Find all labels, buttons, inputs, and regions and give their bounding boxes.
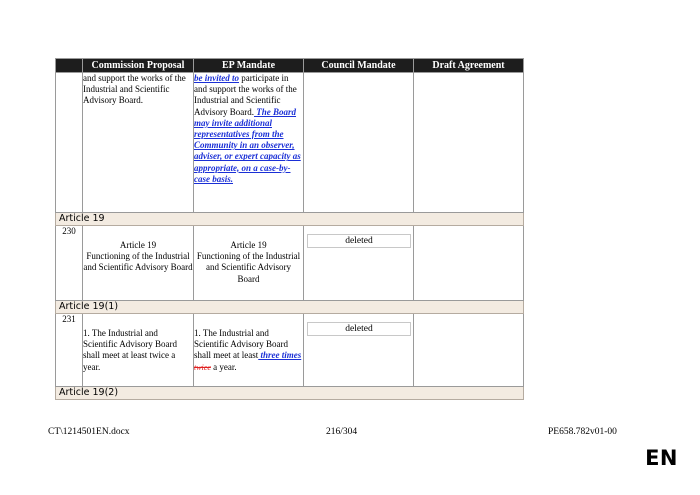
article-title: Functioning of the Industrial and Scientific Advisory Board bbox=[196, 251, 301, 284]
row-number: 231 bbox=[56, 314, 83, 387]
ep-cell bbox=[194, 226, 304, 301]
draft-agreement-cell bbox=[414, 314, 524, 387]
article-number: Article 19 bbox=[119, 240, 157, 250]
commission-cell: 1. The Industrial and Scientific Advisory Board shall meet at least twice a year. bbox=[83, 314, 194, 387]
ep-deletion: twice bbox=[194, 362, 211, 372]
footer-page-number: 216/304 bbox=[326, 427, 358, 437]
row-number: 230 bbox=[56, 226, 83, 301]
section-title: Article 19(1) bbox=[56, 301, 524, 314]
deleted-label: deleted bbox=[307, 234, 411, 248]
footer-reference: PE658.782v01-00 bbox=[548, 427, 617, 437]
comparison-table bbox=[55, 58, 524, 400]
row-number-cell bbox=[56, 73, 83, 213]
language-label: EN bbox=[645, 446, 678, 470]
ep-insertion: be invited to bbox=[194, 73, 239, 83]
draft-agreement-cell bbox=[414, 73, 524, 213]
header-draft-agreement: Draft Agreement bbox=[414, 59, 524, 73]
header-ep-mandate: EP Mandate bbox=[194, 59, 304, 73]
commission-cell: and support the works of the Industrial and Scientific Advisory Board. bbox=[83, 73, 194, 213]
ep-insertion: The Board may invite additional representatives from the Community in an observer, adviser, or expert capacity as appropriate, on a case-by-case basis. bbox=[194, 106, 301, 184]
table-row-231 bbox=[56, 314, 524, 387]
header-commission-proposal: Commission Proposal bbox=[83, 59, 194, 73]
draft-agreement-cell bbox=[414, 226, 524, 301]
table-row-continued bbox=[56, 73, 524, 213]
section-row bbox=[56, 301, 524, 314]
ep-insertion: three times bbox=[258, 350, 302, 361]
header-row bbox=[56, 59, 524, 73]
section-title: Article 19 bbox=[56, 213, 524, 226]
ep-text: 1. The Industrial and Scientific Advisory Board shall meet at least bbox=[194, 328, 288, 361]
article-title: Functioning of the Industrial and Scientific Advisory Board bbox=[83, 251, 193, 273]
deleted-label: deleted bbox=[307, 322, 411, 336]
council-cell bbox=[304, 314, 414, 387]
header-blank bbox=[56, 59, 83, 73]
ep-text: participate in and support the works of the Industrial and Scientific Advisory Board. bbox=[194, 73, 297, 117]
commission-cell bbox=[83, 226, 194, 301]
table-row-230 bbox=[56, 226, 524, 301]
ep-text: a year. bbox=[210, 361, 237, 372]
council-cell bbox=[304, 73, 414, 213]
section-title: Article 19(2) bbox=[56, 387, 524, 400]
ep-cell bbox=[194, 73, 304, 213]
section-row bbox=[56, 213, 524, 226]
ep-cell bbox=[194, 314, 304, 387]
article-number: Article 19 bbox=[230, 240, 267, 250]
footer-doc-name: CT\1214501EN.docx bbox=[48, 427, 130, 437]
header-council-mandate: Council Mandate bbox=[304, 59, 414, 73]
council-cell bbox=[304, 226, 414, 301]
section-row bbox=[56, 387, 524, 400]
